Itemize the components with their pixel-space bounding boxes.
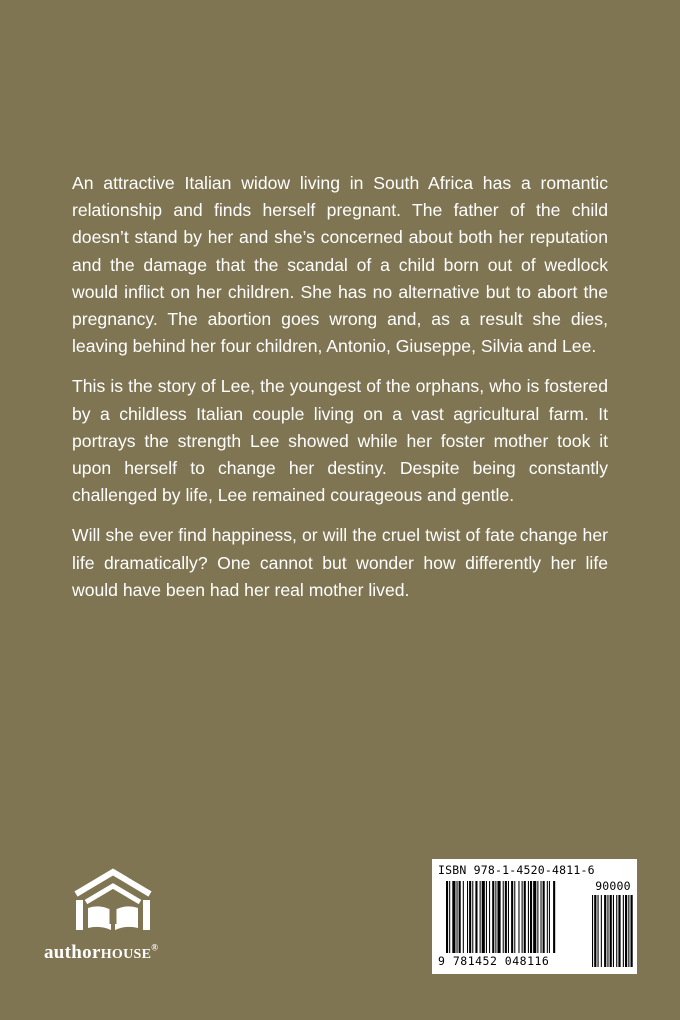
barcode-addon-bar	[618, 895, 620, 967]
blurb-paragraph-3: Will she ever find happiness, or will the cruel twist of fate change her life dramatically? One cannot but wonder how differently her life would have been had her real mother lived.	[72, 525, 608, 600]
barcode-bar	[463, 881, 464, 953]
barcode-bar	[537, 881, 538, 953]
barcode-bar	[541, 881, 542, 953]
barcode-addon-bar	[598, 895, 599, 967]
isbn-label: ISBN 978-1-4520-4811-6	[438, 863, 595, 877]
barcode-bar	[511, 881, 513, 953]
registered-mark: ®	[151, 942, 159, 953]
barcode-addon-bar	[592, 895, 593, 967]
barcode-bar	[457, 881, 458, 953]
barcode-addon-bar	[613, 895, 614, 967]
barcode-bar	[514, 881, 515, 953]
barcode-addon-bar	[601, 895, 602, 967]
barcode-bar	[486, 881, 487, 953]
barcode-bar	[508, 881, 509, 953]
barcode-bar	[543, 881, 545, 953]
barcode-bar	[469, 881, 471, 953]
barcode-bar	[467, 881, 468, 953]
barcode-bar	[480, 881, 481, 953]
barcode-bar	[449, 881, 450, 953]
barcode-bar	[528, 881, 529, 953]
barcode-bar	[518, 881, 519, 953]
back-cover-blurb	[72, 170, 608, 617]
barcode-bar	[503, 881, 504, 953]
barcode-addon-bar	[594, 895, 596, 967]
barcode-ean-digits: 9 781452 048116	[438, 954, 550, 968]
barcode-bar	[472, 881, 473, 953]
publisher-name-house: HOUSE	[100, 947, 152, 962]
barcode-bar	[452, 881, 455, 953]
barcode-addon-bar	[604, 895, 606, 967]
barcode-bar	[533, 881, 536, 953]
barcode-bar	[475, 881, 477, 953]
publisher-name	[44, 942, 194, 964]
barcode-addon-bar	[625, 895, 627, 967]
barcode-addon-bar	[616, 895, 617, 967]
blurb-paragraph-1: An attractive Italian widow living in South Africa has a romantic relationship and finds herself pregnant. The father of the child doesn’t stand by her and she’s concerned about both her reputation and the damage that the scandal of a child born out of wedlock would inflict on her children. She has no alternative but to abort the pregnancy. The abortion goes wrong and, as a result she dies, leaving behind her four children, Antonio, Giuseppe, Silvia and Lee.	[72, 173, 608, 357]
barcode-bar	[522, 881, 523, 953]
barcode-bar	[553, 881, 555, 953]
barcode-addon-bar	[623, 895, 624, 967]
barcode-bar	[492, 881, 494, 953]
barcode-addon-bar	[631, 895, 633, 967]
publisher-logo	[42, 868, 192, 968]
barcode-bar	[489, 881, 490, 953]
barcode-addon-digits: 90000	[595, 879, 631, 893]
barcode-bar	[446, 881, 448, 953]
barcode-addon-bar	[610, 895, 612, 967]
authorhouse-house-book-icon	[70, 868, 156, 934]
barcode-addon-bar	[628, 895, 629, 967]
barcode-bar	[497, 881, 500, 953]
isbn-barcode	[432, 859, 637, 974]
barcode-bar	[495, 881, 496, 953]
barcode-bar	[459, 881, 461, 953]
barcode-bar	[482, 881, 485, 953]
barcode-bar	[524, 881, 526, 953]
barcode-addon-bar	[607, 895, 608, 967]
barcode-bar	[549, 881, 550, 953]
barcode-bar	[530, 881, 532, 953]
publisher-name-author: author	[44, 942, 101, 963]
blurb-paragraph-2: This is the story of Lee, the youngest of the orphans, who is fostered by a childless Italian couple living on a vast agricultural farm. It portrays the strength Lee showed while her foster mother took it upon herself to change her destiny. Despite being constantly challenged by life, Lee remained courageous and gentle.	[72, 376, 608, 506]
barcode-bar	[505, 881, 507, 953]
barcode-bar	[547, 881, 548, 953]
